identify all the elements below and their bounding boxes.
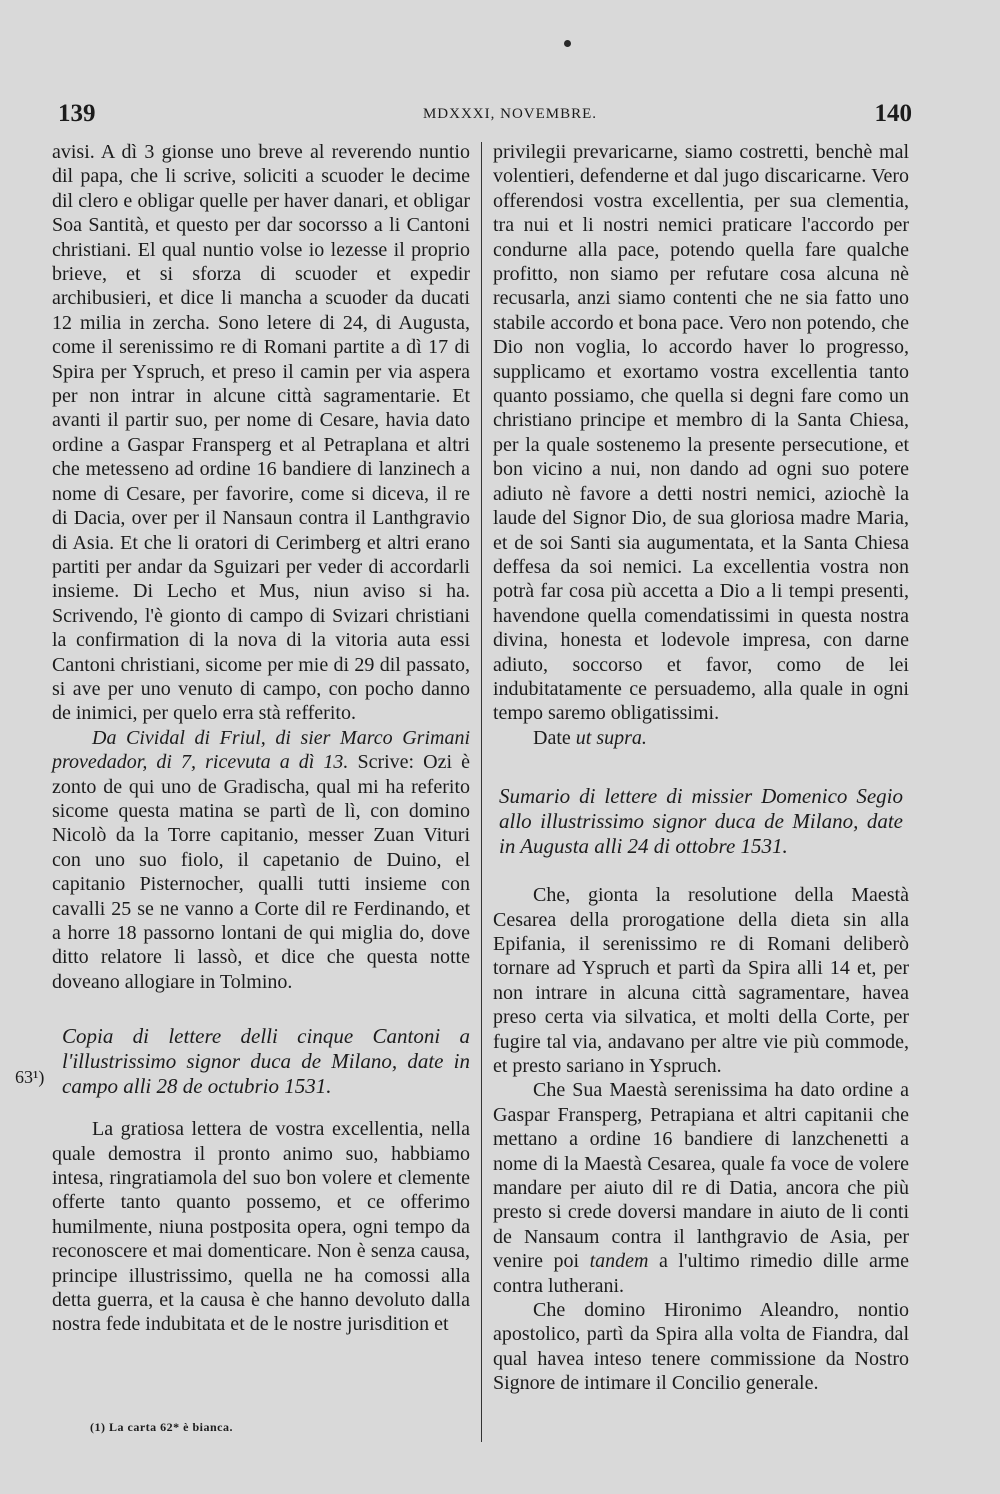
paragraph-text: Scrive: Ozi è zonto de qui uno de Gradischa, qual mi ha referito sicome questa matina se partì de lì, con domino Nicolò da la Torre capitanio, messer Zuan Vituri con uno suo fiolo, il capetanio de Duino, el capitanio Pisternocher, qualli tutti insieme con cavalli 25 se ne vanno a Corte dil re Ferdinando, et a horre 18 passorno lontani de qui miglia do, dove ditto relatore li lassò, et dice che questa notte doveano allogiare in Tolmino. — [52, 751, 470, 993]
date-line — [493, 726, 909, 750]
column-divider — [481, 142, 482, 1442]
paragraph-text: a l'ultimo rimedio dille arme contra lutherani. — [493, 1250, 909, 1297]
paragraph: avisi. A dì 3 gionse uno breve al reverendo nuntio dil papa, che li scrive, soliciti a scuoder le decime dil clero e obligar quelle per haver danari, et obligar Soa Santità, et questo per dar socorsso a li Cantoni christiani. El qual nuntio volse io lezesse il proprio brieve, et si sforza di scuoder et expedir archibusieri, et dice li mancha a scuoder da ducati 12 milia in zercha. Sono letere di 24, di Augusta, come il serenissimo re di Romani partite a dì 17 di Spira per Yspruch, et preso il camin per via aspera per non intrar in alcune città sagramentarie. Et avanti il partir suo, per nome di Cesare, havia dato ordine a Gaspar Fransperg et al Petraplana et altri che metesseno ad ordine 16 bandiere di lanzinech a nome di Cesare, per favorire, come si diceva, il re di Dacia, over per il Nansaun contra il Lanthgravio di Asia. Et che li oratori di Cerimberg et altri erano partiti per andar da Sguizari per veder di accordarli insieme. Di Lecho et Mus, niun aviso si ha. Scrivendo, l'è gionto di campo di Svizari christiani la confirmation di la nova di la vitoria auta essi Cantoni christiani, sicome per mie di 29 dil passato, si ave per uno venuto di campo, con pocho danno de inimici, per quelo erra stà refferito. — [52, 141, 470, 725]
section-heading: Copia di lettere delli cinque Cantoni a l'illustrissimo signor duca de Milano, date in campo alli 28 de octubrio 1531. — [62, 1024, 470, 1099]
paragraph: privilegii prevaricarne, siamo costretti, benchè mal volentieri, defenderne et dal jugo discaricarne. Vero offerendosi vostra excellentia, per sua clementia, tra nui et li nostri nemici praticare l'accordo per condurne alla pace, potendo quella fare qualche profitto, non siamo per refutare cosa alcuna nè recusarla, anzi siamo contenti che ne sia fatto uno stabile accordo et bona pace. Vero non potendo, che Dio non voglia, lo accordo haver lo progresso, supplicamo et exortamo vostra excellentia tanto quanto possiamo, che quella si degni fare como un christiano principe et membro di la Santa Chiesa, per la quale sostenemo la presente persecutione, et bon vicino a nui, non dando ad ogni suo potere adiuto nè favore a detti nostri nemici, aziochè la laude del Signor Dio, de sua gloriosa madre Maria, et de soi Santi sia augumentata, et la Santa Chiesa deffesa da soi nemici. La excellentia vostra non potrà far cosa più accetta a Dio a li tempi presenti, havendone quella comendatissimi in questa nostra divina, honesta et lodevole impresa, con darne adiuto, soccorso et favor, como de lei indubitatamente ce persuademo, alla quale in ogni tempo saremo obligatissimi. — [493, 141, 909, 725]
date-prefix: Date — [533, 726, 576, 749]
paragraph — [493, 1078, 909, 1298]
paragraph: La gratiosa lettera de vostra excellentia, nella quale demostra il pronto animo suo, habbiamo intesa, ringratiamola del suo bon volere et clemente offerte tanto quanto possemo, et ce offerimo humilmente, niuna postposita opera, ogni tempo da reconoscere et mai domenticare. Non è senza causa, principe illustrissimo, quella ne ha comossi alla detta guerra, et la causa è che hanno devoluto dalla nostra fede indubitata et de le nostre jurisdition et — [52, 1118, 470, 1336]
left-column — [52, 140, 470, 1337]
paragraph: Che, gionta la resolutione della Maestà Cesarea della prorogatione della dieta sin alla Epifania, il serenissimo re di Romani deliberò tornare ad Yspruch et partì da Spira alli 14 et, per non intrare in alcuna città sagramentare, havea preso certa via silvatica, et molti della Corte, per fugire tal via, andavano per altre vie più commode, et presto sariano in Yspruch. — [493, 884, 909, 1077]
page-number-left: 139 — [58, 100, 96, 127]
paragraph — [52, 726, 470, 994]
inline-heading: Da Cividal di Friul, di sier Marco Grimani provedador, di 7, ricevuta a dì 13. — [52, 726, 470, 774]
paragraph-text: Che Sua Maestà serenissima ha dato ordine a Gaspar Fransperg, Petrapiana et altri capitanii che mettano a ordine 16 bandiere di lanzchenetti a nome di la Maestà Cesarea, quale fa voce de volere mandare per aiuto dil re di Datia, ancora che più presto si crede doversi mandare in aiuto de li conti de Nansaum contra il lanthgravio de Asia, per venire poi — [493, 1079, 909, 1273]
paragraph: Che domino Hironimo Aleandro, nontio apostolico, partì da Spira alla volta de Fiandra, dal qual havea inteso tenere commissione da Nostro Signore de intimare il Concilio generale. — [493, 1299, 909, 1395]
right-column — [493, 140, 909, 1396]
italic-word: tandem — [589, 1250, 649, 1273]
running-title: MDXXXI, NOVEMBRE. — [422, 106, 598, 122]
section-heading: Sumario di lettere di missier Domenico Segio allo illustrissimo signor duca de Milano, date in Augusta alli 24 di ottobre 1531. — [499, 784, 903, 859]
page-number-right: 140 — [874, 100, 912, 127]
page-header — [0, 100, 1000, 130]
margin-marker: 63¹) — [15, 1067, 45, 1087]
date-italic: ut supra. — [575, 726, 647, 749]
footnote: (1) La carta 62* è bianca. — [90, 1420, 233, 1434]
ink-dot — [564, 40, 571, 47]
